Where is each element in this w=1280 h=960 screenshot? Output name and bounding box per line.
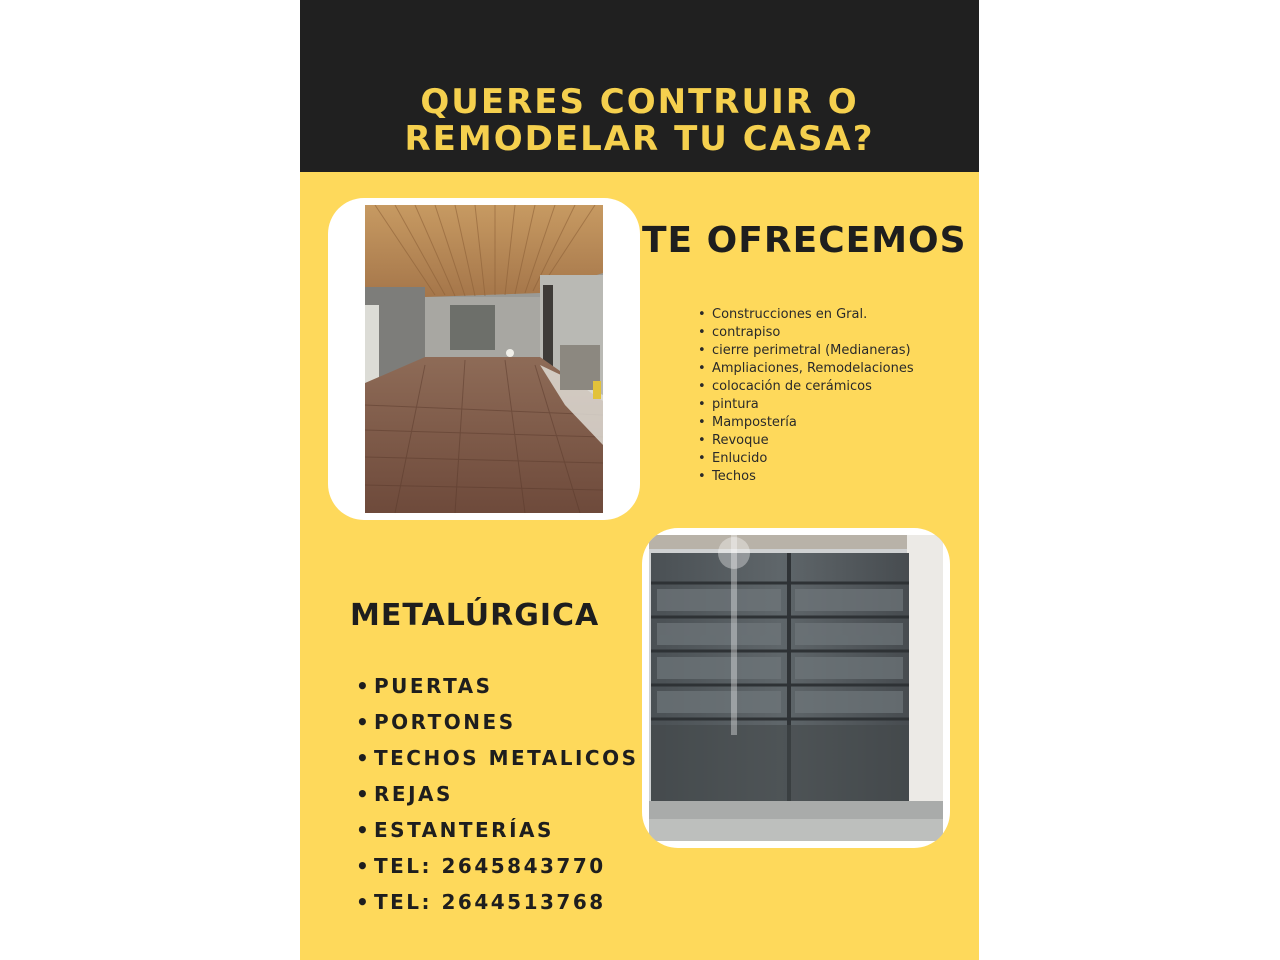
metal-item: • TECHOS METALICOS bbox=[356, 740, 656, 776]
metal-item: • ESTANTERÍAS bbox=[356, 812, 656, 848]
headline-line-1: QUERES CONTRUIR O bbox=[420, 82, 859, 122]
service-item: • pintura bbox=[698, 396, 914, 414]
offer-title: TE OFRECEMOS bbox=[642, 220, 967, 261]
service-item: • Revoque bbox=[698, 432, 914, 450]
headline bbox=[300, 84, 979, 158]
service-item: • cierre perimetral (Medianeras) bbox=[698, 342, 914, 360]
patio-image bbox=[365, 205, 603, 513]
service-item: • Ampliaciones, Remodelaciones bbox=[698, 360, 914, 378]
metal-item: • PUERTAS bbox=[356, 668, 656, 704]
metal-title: METALÚRGICA bbox=[350, 598, 600, 633]
header-band bbox=[300, 0, 979, 172]
gate-photo bbox=[642, 528, 950, 848]
service-item: • Construcciones en Gral. bbox=[698, 306, 914, 324]
service-item: • Mampostería bbox=[698, 414, 914, 432]
phone-2: • TEL: 2644513768 bbox=[356, 884, 656, 920]
service-item: • contrapiso bbox=[698, 324, 914, 342]
services-list bbox=[698, 306, 914, 486]
metal-list bbox=[356, 668, 656, 920]
service-item: • Techos bbox=[698, 468, 914, 486]
headline-line-2: REMODELAR TU CASA? bbox=[404, 119, 875, 159]
metal-item: • PORTONES bbox=[356, 704, 656, 740]
gate-image bbox=[649, 535, 943, 841]
metal-item: • REJAS bbox=[356, 776, 656, 812]
service-item: • Enlucido bbox=[698, 450, 914, 468]
phone-1: • TEL: 2645843770 bbox=[356, 848, 656, 884]
service-item: • colocación de cerámicos bbox=[698, 378, 914, 396]
flyer bbox=[300, 0, 979, 960]
patio-photo bbox=[328, 198, 640, 520]
